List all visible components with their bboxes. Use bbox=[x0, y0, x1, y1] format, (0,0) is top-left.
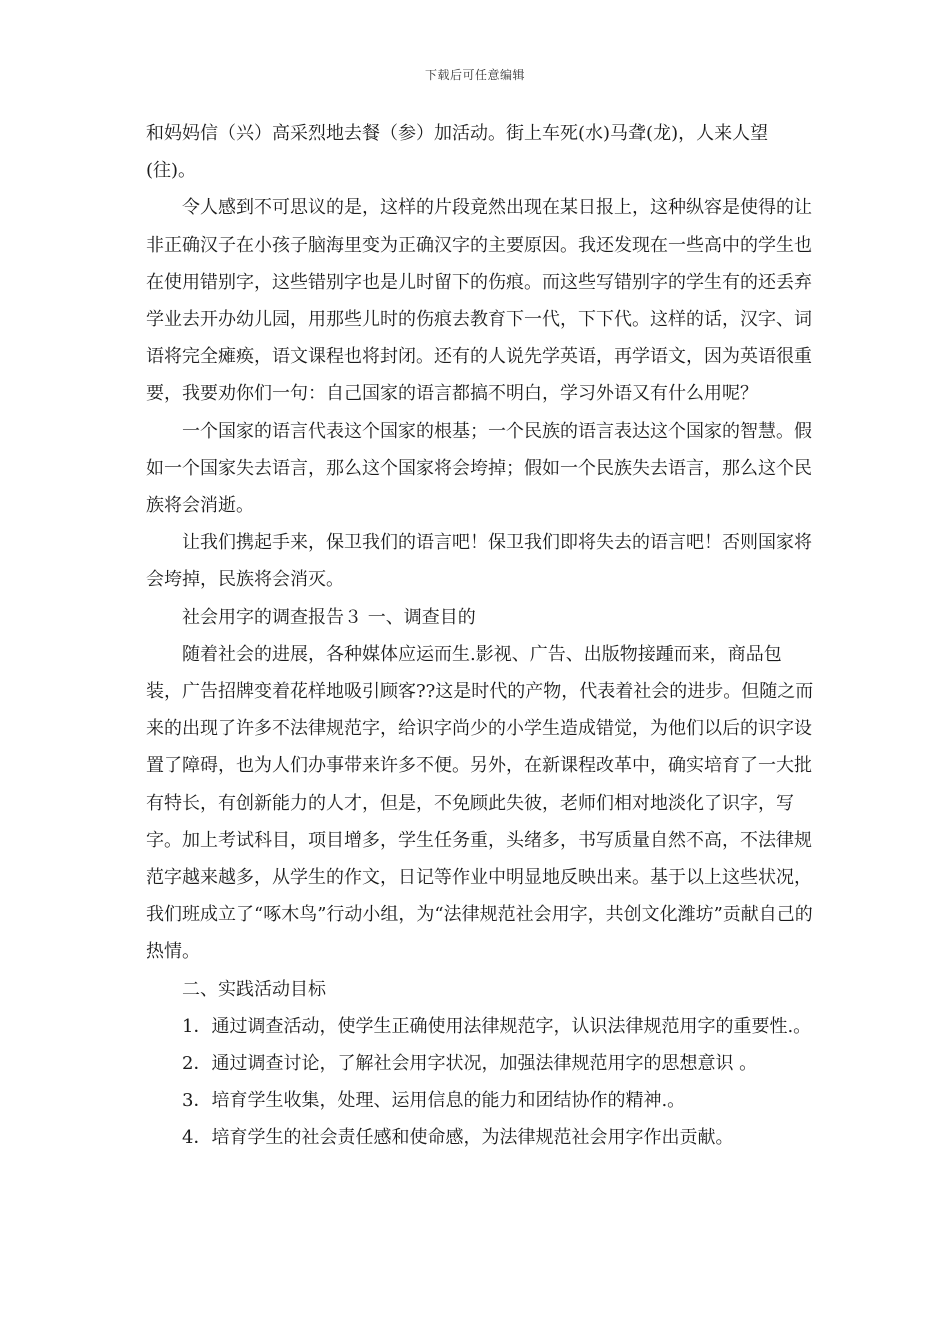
list-item: 1．通过调查活动，使学生正确使用法律规范字，认识法律规范用字的重要性.。 bbox=[182, 1015, 812, 1037]
paragraph: 和妈妈信（兴）高采烈地去餐（参）加活动。街上车死(水)马聋(龙)，人来人望(往)。 bbox=[146, 123, 769, 182]
page-header: 下载后可任意编辑 bbox=[424, 68, 525, 82]
list-item: 2．通过调查讨论，了解社会用字状况，加强法律规范用字的思想意识 。 bbox=[182, 1053, 758, 1075]
paragraph: 让我们携起手来，保卫我们的语言吧！保卫我们即将失去的语言吧！否则国家将会垮掉，民族将会消灭。 bbox=[146, 532, 812, 591]
list-item: 4．培育学生的社会责任感和使命感，为法律规范社会用字作出贡献。 bbox=[182, 1127, 734, 1149]
paragraph: 一个国家的语言代表这个国家的根基；一个民族的语言表达这个国家的智慧。假如一个国家失去语言，那么这个国家将会垮掉；假如一个民族失去语言，那么这个民族将会消逝。 bbox=[146, 420, 812, 517]
list-item: 3．培育学生收集，处理、运用信息的能力和团结协作的精神.。 bbox=[182, 1090, 686, 1112]
section-heading: 社会用字的调查报告３ 一、调查目的 bbox=[182, 606, 476, 628]
document-body bbox=[146, 115, 814, 1157]
paragraph: 随着社会的进展，各种媒体应运而生.影视、广告、出版物接踵而来，商品包装，广告招牌变着花样地吸引顾客??这是时代的产物，代表着社会的进步。但随之而来的出现了许多不法律规范字，给识字尚少的小学生造成错觉，为他们以后的识字设置了障碍，也为人们办事带来许多不便。另外，在新课程改革中，确实培育了一大批有特长，有创新能力的人才，但是，不免顾此失彼，老师们相对地淡化了识字，写字。加上考试科目，项目增多，学生任务重，头绪多，书写质量自然不高，不法律规范字越来越多，从学生的作文，日记等作业中明显地反映出来。基于以上这些状况，我们班成立了“啄木鸟”行动小组，为“法律规范社会用字，共创文化潍坊”贡献自己的热情。 bbox=[146, 643, 814, 963]
section-heading: 二、实践活动目标 bbox=[182, 978, 326, 1000]
paragraph: 令人感到不可思议的是，这样的片段竟然出现在某日报上，这种纵容是使得的让非正确汉子在小孩子脑海里变为正确汉字的主要原因。我还发现在一些高中的学生也在使用错别字，这些错别字也是儿时留下的伤痕。而这些写错别字的学生有的还丢弃学业去开办幼儿园，用那些儿时的伤痕去教育下一代，下下代。这样的话，汉字、词语将完全瘫痪，语文课程也将封闭。还有的人说先学英语，再学语文，因为英语很重要，我要劝你们一句：自己国家的语言都搞不明白，学习外语又有什么用呢？ bbox=[146, 197, 812, 405]
